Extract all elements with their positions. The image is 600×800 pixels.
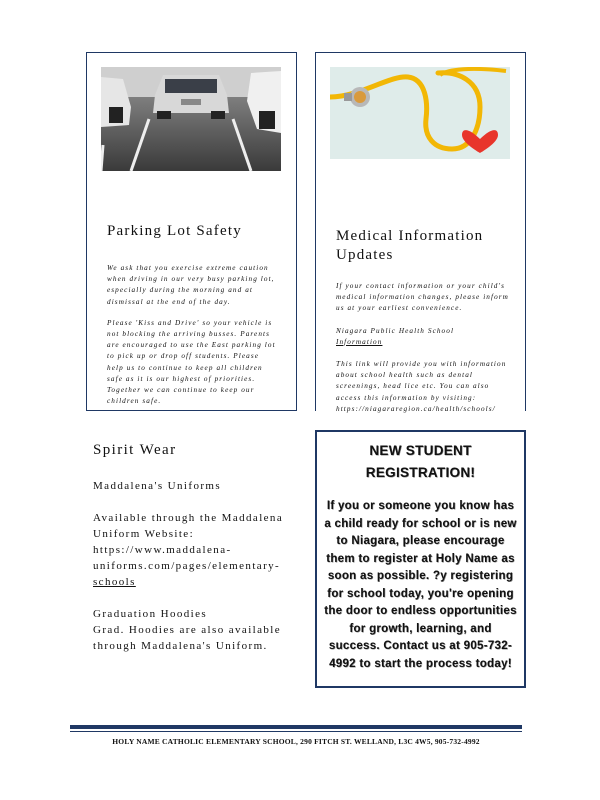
registration-message: If you or someone you know has a child ready for school or is new to Niagara, please encourage them to register at Holy Name as soon as possible. ?y registering for school today, you're opening the door to endless opportunities for growth, learning, and success. Contact us at 905-732-4992 to start the process today! [324, 500, 517, 670]
spirit-url-underlined[interactable]: schools [93, 576, 136, 588]
spirit-available-text: Available through the Maddalena Uniform Website: [93, 512, 284, 540]
spirit-url-link[interactable] [93, 544, 280, 588]
spirit-title: Spirit Wear [93, 442, 177, 458]
medical-paragraph-3: This link will provide you with information about school health such as dental screenings, head lice etc. You can also access this information by visiting: https://niagararegion.ca/health/schools/ [336, 360, 507, 413]
stethoscope-heart-photo [330, 67, 510, 159]
hoodies-text: Grad. Hoodies are also available through Maddalena's Uniform. [93, 624, 282, 652]
parking-body [107, 263, 277, 417]
medical-body [336, 281, 512, 426]
footer-address: HOLY NAME CATHOLIC ELEMENTARY SCHOOL, 290 FITCH ST. WELLAND, L3C 4W5, 905-732-4992 [112, 737, 480, 746]
parking-title: Parking Lot Safety [107, 223, 242, 239]
parking-safety-section [86, 52, 297, 411]
parking-paragraph-1: We ask that you exercise extreme caution when driving in our very busy parking lot, especially during the morning and at dismissal at the end of the day. [107, 264, 275, 306]
parking-paragraph-2: Please 'Kiss and Drive' so your vehicle is not blocking the arriving busses. Parents are encouraged to use the East parking lot to pick up or drop off students. Please help us to continue to keep all children safe as it is our highest of priorities. Together we can continue to keep our children safe. [107, 318, 276, 406]
hoodies-info [93, 606, 303, 654]
medical-info-section [315, 52, 526, 411]
public-health-link[interactable] [336, 326, 512, 348]
public-health-link-line2[interactable]: Information [336, 337, 383, 346]
registration-title: NEW STUDENT REGISTRATION! [365, 443, 476, 480]
registration-content [323, 440, 518, 673]
spirit-wear-section [93, 442, 303, 670]
public-health-link-line1[interactable]: Niagara Public Health School [336, 326, 455, 335]
parking-lot-photo [101, 67, 281, 171]
spirit-vendor: Maddalena's Uniforms [93, 480, 222, 492]
footer-divider-thin [70, 731, 522, 732]
medical-paragraph-1: If your contact information or your child's medical information changes, please inform us at your earliest convenience. [336, 282, 509, 313]
spirit-url-text[interactable]: https://www.maddalena-uniforms.com/pages/elementary- [93, 544, 281, 572]
hoodies-title: Graduation Hoodies [93, 608, 208, 620]
medical-title: Medical Information Updates [336, 228, 484, 263]
footer-divider [70, 725, 522, 729]
registration-section [315, 430, 526, 688]
spirit-website-info [93, 510, 303, 590]
